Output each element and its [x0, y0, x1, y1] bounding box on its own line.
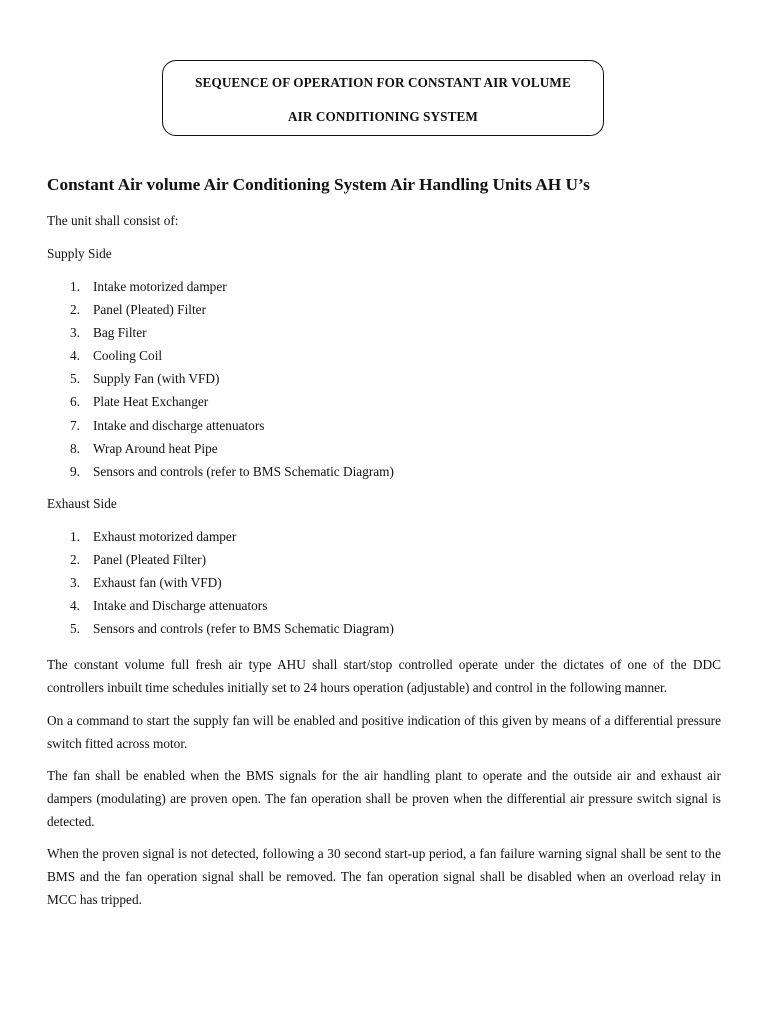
list-item: 3. Bag Filter: [70, 325, 147, 341]
list-item: 1. Exhaust motorized damper: [70, 529, 237, 544]
exhaust-side-label: Exhaust Side: [47, 496, 117, 511]
list-item: 6. Plate Heat Exchanger: [70, 394, 209, 410]
supply-side-list: [70, 279, 394, 487]
intro-text: The unit shall consist of:: [47, 213, 179, 228]
paragraph-start-command: On a command to start the supply fan will be enabled and positive indication of this given by means of a differential pressure switch fitted across motor.: [47, 713, 721, 751]
list-item: 4. Intake and Discharge attenuators: [70, 598, 268, 614]
list-item: 8. Wrap Around heat Pipe: [70, 440, 218, 456]
list-item: 5. Sensors and controls (refer to BMS Schematic Diagram): [70, 621, 394, 637]
supply-side-label: Supply Side: [47, 246, 112, 261]
document-title-box: [162, 60, 604, 136]
list-item: 7. Intake and discharge attenuators: [70, 417, 265, 433]
list-item: 3. Exhaust fan (with VFD): [70, 575, 222, 591]
paragraph-operation-schedule: The constant volume full fresh air type AHU shall start/stop controlled operate under the dictates of one of the DDC controllers inbuilt time schedules initially set to 24 hours operation (adjustable) and control in the following manner.: [47, 657, 721, 695]
paragraph-fan-enable: The fan shall be enabled when the BMS signals for the air handling plant to operate and the outside air and exhaust air dampers (modulating) are proven open. The fan operation shall be proven when the differential air pressure switch signal is detected.: [47, 768, 721, 829]
list-item: 1. Intake motorized damper: [70, 279, 227, 294]
exhaust-side-list: [70, 529, 394, 644]
document-title-line-2: AIR CONDITIONING SYSTEM: [288, 109, 478, 124]
section-heading: Constant Air volume Air Conditioning System Air Handling Units AH U’s: [47, 175, 590, 194]
document-title-line-1: SEQUENCE OF OPERATION FOR CONSTANT AIR VOLUME: [195, 75, 571, 90]
list-item: 9. Sensors and controls (refer to BMS Schematic Diagram): [70, 463, 394, 479]
list-item: 2. Panel (Pleated Filter): [70, 552, 206, 568]
paragraph-fan-failure: When the proven signal is not detected, following a 30 second start-up period, a fan failure warning signal shall be sent to the BMS and the fan operation signal shall be removed. The fan operation signal shall be disabled when an overload relay in MCC has tripped.: [47, 846, 721, 907]
list-item: 4. Cooling Coil: [70, 348, 163, 364]
list-item: 2. Panel (Pleated) Filter: [70, 302, 206, 318]
list-item: 5. Supply Fan (with VFD): [70, 371, 220, 387]
